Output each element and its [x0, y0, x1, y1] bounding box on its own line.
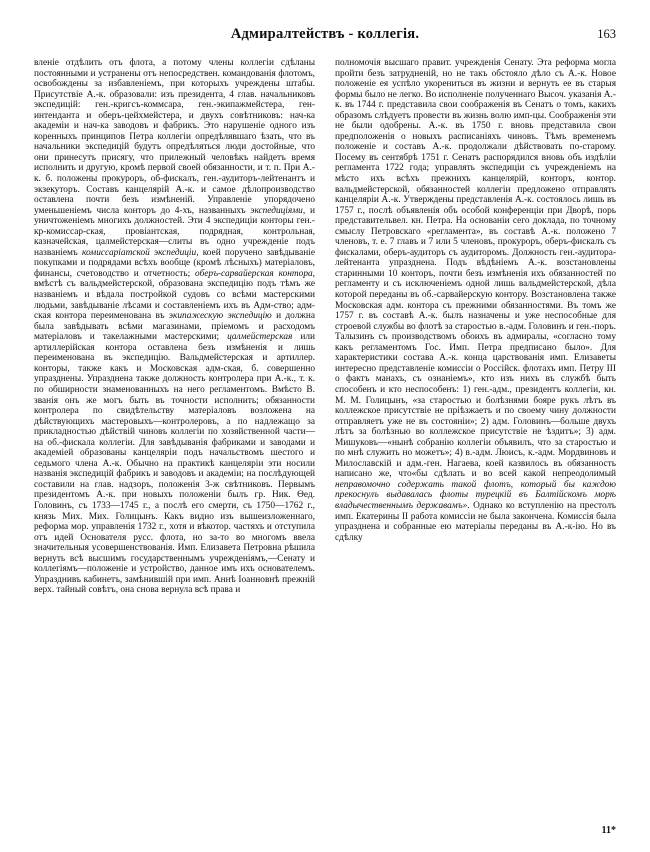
right-column-text: полномочія высшаго правит. учрежденія Сенату. Эта реформа могла пройти безъ затрудненій, но не такъ обстояло дѣло съ А.-к. Новое положеніе ея успѣло укорениться въ жизни и вернуть ее въ старыя формы было не легко. Во исполненіе полученнаго Высоч. указанія А.-к. въ 1744 г. представила свои соображенія въ Сенатъ о томъ, какихъ образомъ слѣдуетъ провести въ жизнь волю имп-цы. Соображенія эти не были одобрены. А.-к. въ 1750 г. вновь представила свои предположенія о новыхъ расписаніяхъ чиновъ. Тѣмъ временемъ положеніе и составъ А.-к. продолжали дѣйствовать по-старому. Посему въ сентябрѣ 1751 г. Сенатъ распорядился вновь объ издѣліи регламента 1722 года; управлять экспедиціи съ учрежденіемъ на мѣсто ихъ всѣхъ прежнихъ канцелярій, конторъ, контор. вальдмейстерской, обязанностей коллегіи предложено отправлять канцеляріи А.-к. Утверждены представленія А.-к. состоялось лишь въ 1757 г., послѣ объявленія объ особой конференціи при Дворѣ, порь представительвел. кн. Петра. На основаніи сего доклада, по точному смыслу Петровскаго «регламента», въ составѣ А.-к. положено 7 членовъ, т. е. 7 главъ и 7 или 5 членовъ, прокуроръ, оберъ-фискалъ съ фискалами, оберъ-аудиторъ съ аудиторомъ. Должность ген.-аудитора-лейтенанта упразднена. Подъ вѣдѣніемъ А.-к. возстановлены старинными 10 конторъ, почти безъ измѣненія ихъ обязанностей по регламенту и съ исключеніемъ одной лишь вальдмейстерской, дѣла которой переданы въ об.-сарвайерскую контору. Возстановлена также Московская адм. контора съ прежними обязанностями. Въ томъ же 1757 г. въ составѣ А.-к. былъ назначены и уже неспособные для строевой службы во флотѣ за старостью в.-адм. Головинъ и ген.-поръ. Талызинъ съ производствомъ обоихъ въ адмиралы, «согласно тому какъ регламентомъ Гос. Имп. Петра предписано было». Для характеристики состава А.-к. конца царствованія имп. Елизаветы интересно представленіе комиссіи о Россійск. флотахъ имп. Петру III о фактъ манахъ, съ ознаніемъ», кто изъ нихъ въ службѣ быть способенъ и кто неспособенъ: 1) ген.-адм., президентъ коллегіи, кн. М. М. Голицынъ, «за старостью и болѣзнями бояре рукъ лѣтъ въ коллежское присутствіе не пріѣзжаетъ и по своему чину должности отправляетъ уже не въ состояніи»; 2) адм. Головинъ—больше двухъ лѣтъ за болѣзнью во коллежское присутствіе не ѣздитъ»; 3) адм. Мишуковъ—«нынѣ собранію коллегіи объявилъ, что за старостью и по мнѣ служить но можетъ»; 4) в.-адм. Люисъ, к.-адм. Мордвиновъ и Милославскій и адм.-ген. Нагаева, коей казвилось въ обязанность написано же, что«бы сдѣлать и во всей какой непреодолимый неправомочно содержать такой флотъ, который бы каждою прекоснулъ выдавалась флоты турецкій въ Балтійскомъ морѣ владычественнымъ державамъ». Однако ко вступленію на престолъ имп. Екатерины II работа комиссіи не была закончена. Комиссія была упразднена и собранные ею матеріалы переданы въ А.-к-ію. Но въ сдѣлку	[335, 58, 616, 543]
two-column-body	[34, 58, 616, 596]
page-header	[34, 26, 616, 52]
left-column	[34, 58, 315, 596]
page-number: 163	[597, 27, 616, 41]
page-footer-signature: 11*	[601, 825, 616, 836]
right-column	[335, 58, 616, 543]
left-column-text: вленіе отдѣлить отъ флота, а потому члены коллегіи сдѣланы постоянными и устранены отъ непосредствен. командованія флотомъ, освобождены за избавленіемъ, при которыхъ учреждены штабы. Присутствіе А.-к. образовали: изъ президента, 4 глав. начальниковъ экспедицій: ген.-кригсъ-коммсара, ген.-экипажмейстера, ген-интенданта и оберъ-цейхмейстера, и двухъ совѣтниковъ: нач-ка академіи и нач-ка заводовъ и фабрикъ. Это нарушеніе одного изъ коренныхъ принципов Петра коллегіи опредѣлявшаго ѣзать, что въ начальники экспедицій будутъ опредѣляться люди достойные, что они принесутъ присягу, что прилежный человѣкъ найдетъ время исполнить и другую, кромѣ первой своей обязанности, и т. п. При А.-к. б. положены прокуроръ, об-фискалъ, ген.-аудиторъ-лейтенантъ и экзекуторъ. Составъ канцелярій А.-к. и самое дѣлопроизводство оставлена почти безъ измѣненій. Управленіе упорядочено уменьшеніемъ числа конторъ до 4-хъ, названныхъ экспедиціями, и уничтоженіемъ многихъ должностей. Эти 4 экспедиціи конторы ген.-кр-комиссар-ская, провіантская, подрядная, контрольная, казначейская, цалмейстерская—слиты въ одно учрежденіе подъ названіемъ комиссаріатской экспедиціи, коей поручено завѣдываніе покупками и подрядами всѣхъ вообще (кромѣ лѣсныхъ) матеріаловъ, финансы, счетоводство и отчетность; оберъ-сарвайерская контора, вмѣстѣ съ вальдмейстерской, образована экспедицію подъ тѣмъ же названіемъ и вѣдала постройкой судовъ со всѣми мастерскими людьми, завѣдываніе лѣсами и составленіемъ ихъ въ Адм-ство; адм-ская контора переименована въ экипажескую экспедицію и должна была завѣдывать всѣми магазинами, пріемомъ и расходомъ матеріаловъ и такелажными мастерскими; цалмейстерская или артиллерійская контора оставлена безъ измѣненія и лишь переименована въ экспедицію. Вальдмейстерская и артиллер. конторы, также какъ и Московская адм-ская, б. совершенно упразднены. Упразднена также должность контролера при А.-к., т. к. по обширности знаменованныхъ на него регламентомъ. Вмѣсто В. званія онъ же могъ быть въ точности исполнить; обязанности контролера по свидѣтельству матеріаловъ возложена на дѣйствующихъ мастеровыхъ—контролеровъ, а по надлежащо за прикладностью дѣйствій чиновъ коллегіи по хозяйственной части—на об.-фискала коллегіи. Для завѣдыванія фабриками и заводами и академіей образованы канцеляріи подъ начальствомъ шестого и седьмого члена А.-к. Обычно на практикѣ канцеляріи эти носили названія экспедицій фабрикъ и заводовъ и академіи; на послѣдующей составили на глав. надзоръ, положенія 3-ж свѣтниковъ. Первымъ президентомъ А.-к. при новыхъ положеніи былъ гр. Ник. Ѳед. Головинъ, съ 1733—1745 г., а послѣ его смерти, съ 1750—1762 г., князь Мих. Мих. Голицынъ. Какъ видно изъ вышеизложеннаго, реформа мор. управленія 1732 г., хотя и вѣкотор. частяхъ и отступила отъ идей Основателя русс. флота, но за-то во многомъ ввела значительныя усовершенствованія. Имп. Елизавета Петровна рѣшила вернуть всѣ высшимъ государственнымъ учрежденіямъ,—Сенату и коллегіямъ—положеніе и устройство, данное имъ ихъ основателемъ. Упразднивъ кабинетъ, замѣнившій при имп. Аннѣ Іоанновнѣ прежній верх. тайный совѣтъ, она снова вернула всѣ права и	[34, 58, 316, 596]
page-title: Адмиралтействъ - коллегія.	[230, 26, 420, 42]
